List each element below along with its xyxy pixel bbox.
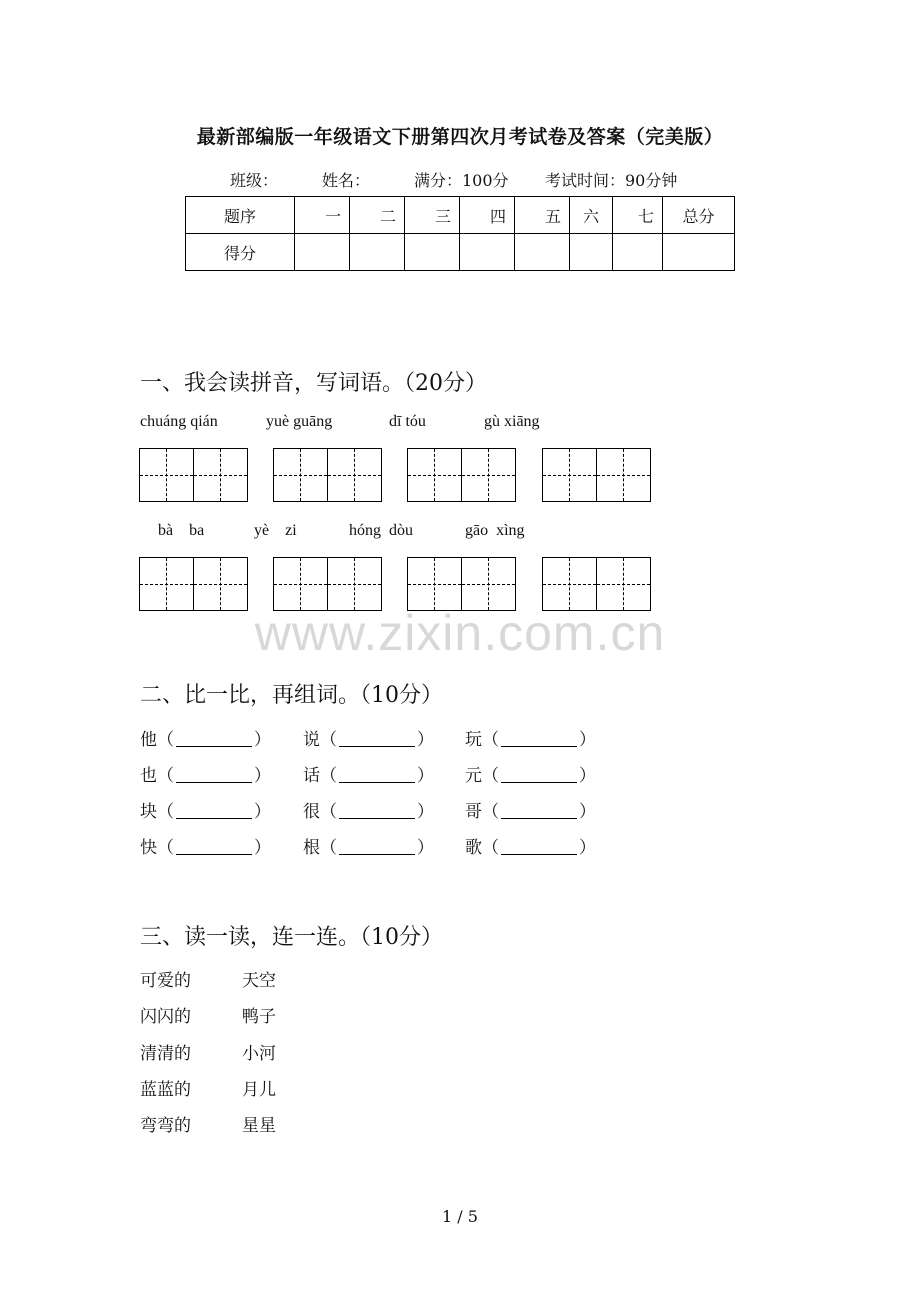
page-number: 1 / 5 — [442, 1207, 478, 1226]
watermark: www.zixin.com.cn — [254, 605, 666, 661]
close-paren: ） — [417, 838, 434, 858]
character: 话 — [303, 766, 320, 786]
pinyin: bà ba — [158, 522, 205, 539]
character: 说 — [303, 730, 320, 750]
match-right-item[interactable]: 鸭子 — [242, 1007, 276, 1027]
character: 元 — [465, 766, 482, 786]
answer-blank[interactable] — [339, 804, 415, 819]
match-left-item[interactable]: 弯弯的 — [140, 1116, 191, 1136]
answer-blank[interactable] — [339, 768, 415, 783]
score-table-cell: 题序 — [186, 197, 295, 234]
answer-blank[interactable] — [176, 840, 252, 855]
answer-blank[interactable] — [501, 732, 577, 747]
writing-grid[interactable] — [542, 448, 651, 502]
writing-grid[interactable] — [542, 557, 651, 611]
match-left-item[interactable]: 闪闪的 — [140, 1007, 191, 1027]
pinyin: dī tóu — [389, 413, 426, 430]
word-group-item — [303, 833, 434, 858]
word-group-item — [140, 797, 271, 822]
writing-grid[interactable] — [407, 557, 516, 611]
close-paren: ） — [254, 766, 271, 786]
word-group-item — [465, 833, 596, 858]
score-cell[interactable] — [405, 234, 460, 271]
close-paren: ） — [417, 802, 434, 822]
character: 他 — [140, 730, 157, 750]
writing-grid[interactable] — [139, 557, 248, 611]
word-group-item — [465, 797, 596, 822]
character: 也 — [140, 766, 157, 786]
word-group-item — [303, 797, 434, 822]
pinyin: yè zi — [254, 522, 297, 539]
character: 歌 — [465, 838, 482, 858]
section1-title: 一、我会读拼音，写词语。（20分） — [140, 371, 487, 396]
section3-title: 三、读一读，连一连。（10分） — [140, 925, 443, 950]
word-group-item — [303, 725, 434, 750]
pinyin: yuè guāng — [266, 413, 333, 430]
answer-blank[interactable] — [339, 840, 415, 855]
open-paren: （ — [157, 730, 174, 750]
writing-grid[interactable] — [273, 448, 382, 502]
open-paren: （ — [482, 802, 499, 822]
close-paren: ） — [579, 802, 596, 822]
word-group-item — [140, 725, 271, 750]
score-cell[interactable] — [570, 234, 613, 271]
class-label: 班级： — [230, 171, 279, 190]
character: 块 — [140, 802, 157, 822]
match-right-item[interactable]: 月儿 — [242, 1080, 276, 1100]
match-left-item[interactable]: 蓝蓝的 — [140, 1080, 191, 1100]
match-right-item[interactable]: 小河 — [242, 1044, 276, 1064]
score-table-cell: 三 — [405, 197, 460, 234]
close-paren: ） — [417, 766, 434, 786]
close-paren: ） — [579, 838, 596, 858]
open-paren: （ — [482, 730, 499, 750]
pinyin: gāo xìng — [465, 522, 525, 539]
score-table-cell: 二 — [350, 197, 405, 234]
word-group-item — [465, 725, 596, 750]
full-score: 满分：100分 — [414, 171, 509, 190]
open-paren: （ — [157, 838, 174, 858]
answer-blank[interactable] — [339, 732, 415, 747]
score-table-cell: 五 — [515, 197, 570, 234]
score-table-cell: 一 — [295, 197, 350, 234]
open-paren: （ — [320, 802, 337, 822]
score-table-cell: 总分 — [663, 197, 735, 234]
score-row-label: 得分 — [186, 234, 295, 271]
answer-blank[interactable] — [176, 732, 252, 747]
score-table-header-row — [186, 197, 735, 234]
answer-blank[interactable] — [176, 768, 252, 783]
answer-blank[interactable] — [501, 768, 577, 783]
open-paren: （ — [482, 766, 499, 786]
score-table-cell: 七 — [613, 197, 663, 234]
score-cell[interactable] — [613, 234, 663, 271]
score-table — [185, 196, 735, 271]
answer-blank[interactable] — [501, 804, 577, 819]
character: 哥 — [465, 802, 482, 822]
exam-time: 考试时间：90分钟 — [545, 171, 678, 190]
open-paren: （ — [320, 730, 337, 750]
score-table-cell: 六 — [570, 197, 613, 234]
score-cell[interactable] — [663, 234, 735, 271]
match-right-item[interactable]: 天空 — [242, 971, 276, 991]
word-group-item — [465, 761, 596, 786]
close-paren: ） — [417, 730, 434, 750]
score-cell[interactable] — [515, 234, 570, 271]
close-paren: ） — [579, 766, 596, 786]
pinyin: chuáng qián — [140, 413, 218, 430]
answer-blank[interactable] — [501, 840, 577, 855]
character: 根 — [303, 838, 320, 858]
match-left-item[interactable]: 清清的 — [140, 1044, 191, 1064]
score-table-score-row — [186, 234, 735, 271]
character: 玩 — [465, 730, 482, 750]
character: 快 — [140, 838, 157, 858]
score-cell[interactable] — [295, 234, 350, 271]
page-title: 最新部编版一年级语文下册第四次月考试卷及答案（完美版） — [196, 126, 724, 148]
match-left-item[interactable]: 可爱的 — [140, 971, 191, 991]
name-label: 姓名： — [322, 171, 371, 190]
match-right-item[interactable]: 星星 — [242, 1116, 276, 1136]
writing-grid[interactable] — [273, 557, 382, 611]
section2-title: 二、比一比，再组词。（10分） — [140, 683, 443, 708]
open-paren: （ — [320, 838, 337, 858]
pinyin: gù xiāng — [484, 413, 540, 430]
score-table-cell: 四 — [460, 197, 515, 234]
close-paren: ） — [254, 838, 271, 858]
close-paren: ） — [254, 802, 271, 822]
close-paren: ） — [579, 730, 596, 750]
word-group-item — [303, 761, 434, 786]
word-group-item — [140, 833, 271, 858]
score-cell[interactable] — [350, 234, 405, 271]
writing-grid[interactable] — [407, 448, 516, 502]
open-paren: （ — [320, 766, 337, 786]
close-paren: ） — [254, 730, 271, 750]
pinyin: hóng dòu — [349, 522, 413, 539]
open-paren: （ — [482, 838, 499, 858]
character: 很 — [303, 802, 320, 822]
answer-blank[interactable] — [176, 804, 252, 819]
score-cell[interactable] — [460, 234, 515, 271]
open-paren: （ — [157, 766, 174, 786]
writing-grid[interactable] — [139, 448, 248, 502]
word-group-item — [140, 761, 271, 786]
open-paren: （ — [157, 802, 174, 822]
